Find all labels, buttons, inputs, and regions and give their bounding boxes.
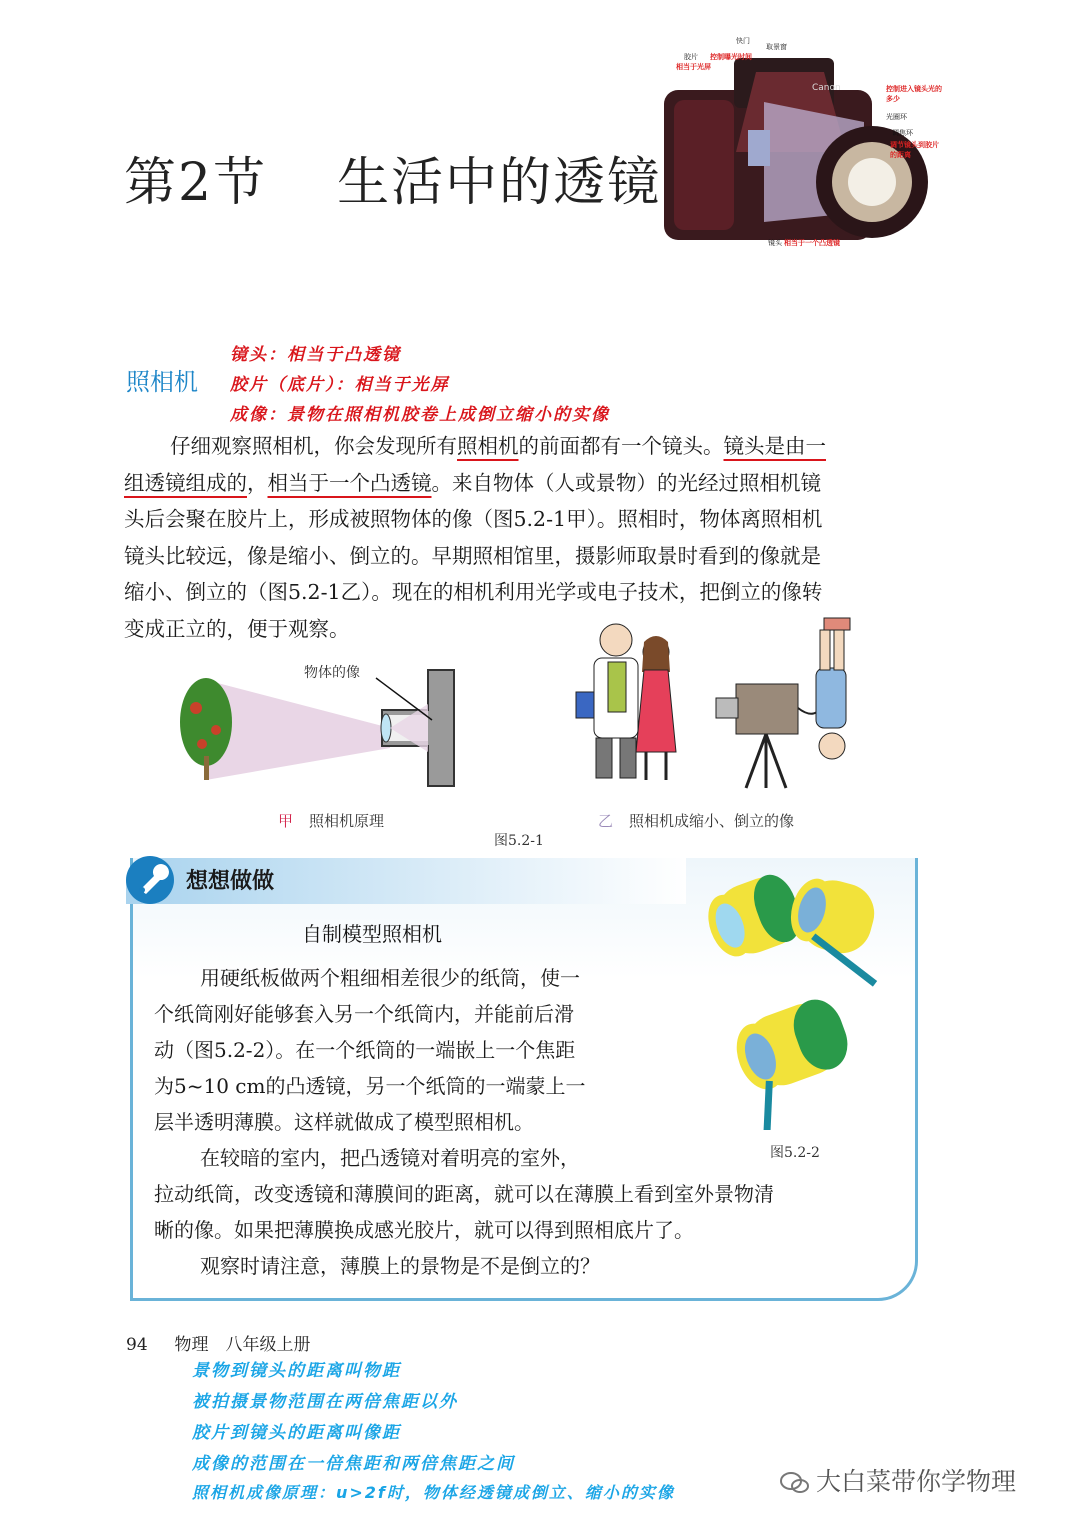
- camera-label-film: 胶片: [684, 53, 698, 61]
- caption-b-text: 照相机成缩小、倒立的像: [629, 812, 795, 830]
- figure-paper-tube-camera: [700, 860, 900, 1130]
- activity-box-title: 想想做做: [186, 869, 275, 894]
- text-span: 仔细观察照相机，你会发现所有: [170, 434, 457, 458]
- camera-label-exposure: 控制曝光时间: [710, 53, 752, 61]
- camera-label-focus-ring: 调焦环: [892, 129, 913, 137]
- paper-tubes-drawing: [700, 860, 900, 1130]
- book-title: 物理 八年级上册: [174, 1335, 311, 1355]
- text-line: 头后会聚在胶片上，形成被照物体的像（图5.2-1甲）。照相时，物体离照相机: [124, 507, 823, 531]
- underlined-text: 组透镜组成的: [124, 470, 247, 495]
- watermark-text: 大白菜带你学物理: [816, 1467, 1017, 1496]
- figure-inverted-image: [566, 612, 866, 792]
- blue-note-1: 景物到镜头的距离叫物距: [192, 1361, 401, 1381]
- section-heading: 照相机: [126, 368, 198, 396]
- camera-label-viewfinder: 取景窗: [766, 43, 787, 51]
- section-number: 第2节: [124, 153, 268, 213]
- red-note-1: 镜头：相当于凸透镜: [230, 345, 401, 365]
- watermark: [780, 1462, 1016, 1498]
- underlined-text: 照相机: [457, 434, 519, 458]
- underlined-text: 相当于一个凸透镜: [267, 470, 432, 495]
- red-note-3: 成像：景物在照相机胶卷上成倒立缩小的实像: [230, 405, 610, 425]
- text-span: 的前面都有一个镜头。: [518, 434, 724, 458]
- text-line: 变成正立的，便于观察。: [124, 616, 350, 641]
- caption-b-mark: 乙: [598, 812, 614, 830]
- camera-cutaway-illustration: [664, 32, 942, 250]
- svg-text:Canon: Canon: [812, 83, 841, 93]
- blue-note-4: 成像的范围在一倍焦距和两倍焦距之间: [192, 1454, 515, 1474]
- text-line: 个纸筒刚好能够套入另一个纸筒内，并能前后滑: [154, 1002, 574, 1026]
- image-label: 物体的像: [304, 665, 360, 681]
- text-line: 观察时请注意，薄膜上的景物是不是倒立的？: [200, 1254, 600, 1278]
- text-line: 晰的像。如果把薄膜换成感光胶片，就可以得到照相底片了。: [154, 1218, 694, 1242]
- caption-a-text: 照相机原理: [309, 812, 385, 830]
- camera-label-aperture-ring: 光圈环: [886, 113, 907, 121]
- caption-a-mark: 甲: [278, 812, 294, 830]
- caption-a: [278, 810, 384, 831]
- figure-number-1: 图5.2-1: [494, 833, 544, 849]
- page-number: 94: [126, 1335, 148, 1355]
- blue-note-3: 胶片到镜头的距离叫像距: [192, 1423, 401, 1443]
- wrench-icon: [126, 856, 174, 904]
- wechat-icon: [780, 1471, 810, 1495]
- camera-label-screen: 相当于光屏: [676, 63, 711, 71]
- text-line: 层半透明薄膜。这样就做成了模型照相机。: [154, 1110, 534, 1134]
- underlined-text: 镜头是由一: [723, 434, 826, 458]
- figure-camera-principle: [176, 660, 466, 790]
- red-note-2: 胶片（底片）：相当于光屏: [230, 375, 450, 395]
- camera-label-focus-desc: 调节镜头到胶片的距离: [890, 141, 939, 159]
- text-line: 镜头比较远，像是缩小、倒立的。早期照相馆里，摄影师取景时看到的像就是: [124, 543, 821, 568]
- activity-paragraph-1: [154, 960, 774, 1284]
- photographers-drawing: [566, 612, 866, 792]
- camera-label-shutter: 快门: [736, 37, 750, 45]
- figure-number-2: 图5.2-2: [770, 1145, 820, 1161]
- text-line: 动（图5.2-2）。在一个纸筒的一端嵌上一个焦距: [154, 1038, 576, 1062]
- text-span: 。来自物体（人或景物）的光经过照相机镜: [431, 470, 821, 495]
- blue-note-2: 被拍摄景物范围在两倍焦距以外: [192, 1392, 458, 1412]
- text-line: 拉动纸筒，改变透镜和薄膜间的距离，就可以在薄膜上看到室外景物清: [154, 1182, 774, 1206]
- caption-b: [598, 810, 794, 831]
- text-span: ，: [247, 470, 268, 495]
- blue-note-5: 照相机成像原理：u>2f时，物体经透镜成倒立、缩小的实像: [192, 1483, 675, 1502]
- camera-label-aperture-control: 控制进入镜头光的多少: [886, 85, 942, 103]
- text-line: 缩小、倒立的（图5.2-1乙）。现在的相机利用光学或电子技术，把倒立的像转: [124, 580, 823, 604]
- page-title: [124, 140, 661, 215]
- page-footer: [126, 1330, 310, 1355]
- section-title: 生活中的透镜: [337, 153, 662, 213]
- text-line: 用硬纸板做两个粗细相差很少的纸筒，使一: [200, 966, 580, 990]
- wrench-glyph: [126, 856, 174, 904]
- activity-title: 自制模型照相机: [302, 922, 442, 946]
- camera-label-lens-equiv: 相当于一个凸透镜: [784, 239, 840, 247]
- text-line: 为5~10 cm的凸透镜，另一个纸筒的一端蒙上一: [154, 1074, 586, 1098]
- text-line: 在较暗的室内，把凸透镜对着明亮的室外，: [200, 1146, 580, 1170]
- camera-label-lens: 镜头: [768, 239, 782, 247]
